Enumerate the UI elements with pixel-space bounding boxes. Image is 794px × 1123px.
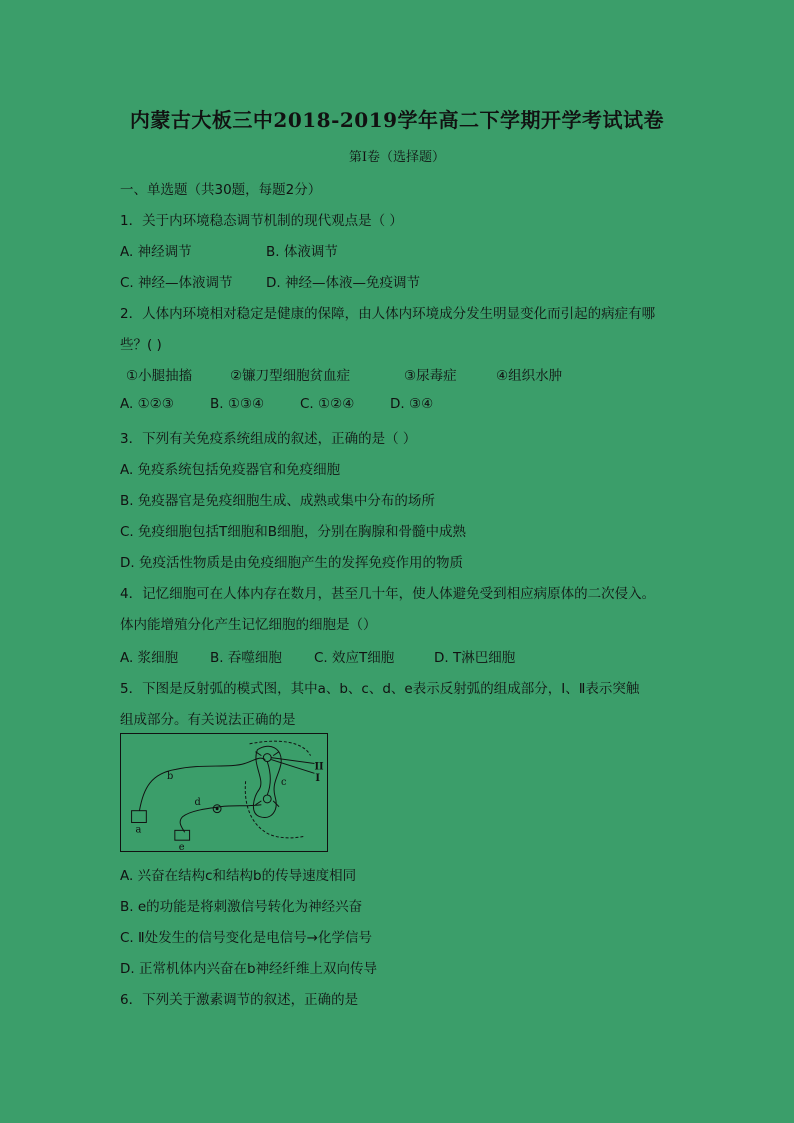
q1-stem: 1．关于内环境稳态调节机制的现代观点是（ ） <box>120 213 403 229</box>
interneuron-c <box>267 762 270 795</box>
q3-option-c: C. 免疫细胞包括T细胞和B细胞，分别在胸腺和骨髓中成熟 <box>120 524 467 540</box>
q4-option-c: C. 效应T细胞 <box>314 650 395 666</box>
label-a: a <box>135 824 142 836</box>
q2-item-4: ④组织水肿 <box>496 368 563 384</box>
reflex-arc-diagram <box>120 733 328 852</box>
interneuron-lower <box>263 795 271 803</box>
section-heading: 一、单选题（共30题，每题2分） <box>120 182 322 198</box>
q2-stem-line1: 2．人体内环境相对稳定是健康的保障，由人体内环境成分发生明显变化而引起的病症有哪 <box>120 306 656 322</box>
q3-option-d: D. 免疫活性物质是由免疫细胞产生的发挥免疫作用的物质 <box>120 555 463 571</box>
q5-option-d: D. 正常机体内兴奋在b神经纤维上双向传导 <box>120 961 378 977</box>
q4-stem-line2: 体内能增殖分化产生记忆细胞的细胞是（） <box>120 617 377 633</box>
q3-stem: 3．下列有关免疫系统组成的叙述，正确的是（ ） <box>120 431 417 447</box>
gray-matter <box>253 746 281 817</box>
q1-option-d: D. 神经—体液—免疫调节 <box>266 275 420 291</box>
q2-item-1: ①小腿抽搐 <box>126 368 193 384</box>
q5-option-c: C. Ⅱ处发生的信号变化是电信号→化学信号 <box>120 930 372 946</box>
q1-option-a: A. 神经调节 <box>120 244 192 260</box>
q2-item-2: ②镰刀型细胞贫血症 <box>230 368 351 384</box>
label-ii: II <box>314 761 324 773</box>
synapse-line-ii <box>271 758 314 764</box>
effector-box-e <box>175 830 190 840</box>
q6-stem: 6．下列关于激素调节的叙述，正确的是 <box>120 992 359 1008</box>
q1-option-c: C. 神经—体液调节 <box>120 275 233 291</box>
q1-option-b: B. 体液调节 <box>266 244 338 260</box>
q2-item-3: ③尿毒症 <box>404 368 457 384</box>
q1-options-row2 <box>120 271 420 291</box>
label-i: I <box>315 773 321 785</box>
q2-option-d: D. ③④ <box>390 396 434 412</box>
label-d: d <box>194 796 201 808</box>
q5-stem-line2: 组成部分。有关说法正确的是 <box>120 712 296 728</box>
synapse-line-i <box>271 760 314 774</box>
q2-items <box>126 364 562 384</box>
q4-options <box>120 646 515 666</box>
q5-option-a: A. 兴奋在结构c和结构b的传导速度相同 <box>120 868 357 884</box>
q4-option-a: A. 浆细胞 <box>120 650 179 666</box>
q2-option-a: A. ①②③ <box>120 396 174 412</box>
q5-stem-line1: 5．下图是反射弧的模式图，其中a、b、c、d、e表示反射弧的组成部分，Ⅰ、Ⅱ表示突触 <box>120 681 640 697</box>
q5-option-b: B. e的功能是将刺激信号转化为神经兴奋 <box>120 899 363 915</box>
label-b: b <box>166 771 174 783</box>
q2-option-c: C. ①②④ <box>300 396 355 412</box>
q1-options-row1 <box>120 240 338 260</box>
q3-option-a: A. 免疫系统包括免疫器官和免疫细胞 <box>120 462 341 478</box>
q4-option-b: B. 吞噬细胞 <box>210 650 282 666</box>
q4-stem-line1: 4．记忆细胞可在人体内存在数月，甚至几十年，使人体避免受到相应病原体的二次侵入。 <box>120 586 656 602</box>
receptor-box-a <box>132 811 147 823</box>
interneuron-upper <box>263 754 271 762</box>
exam-subtitle: 第Ⅰ卷（选择题） <box>348 150 446 165</box>
q4-option-d: D. T淋巴细胞 <box>434 650 516 666</box>
q2-options <box>120 396 433 412</box>
stimulus-point-dot <box>216 808 218 810</box>
label-e: e <box>178 842 185 851</box>
label-c: c <box>281 777 287 789</box>
exam-title: 内蒙古大板三中2018-2019学年高二下学期开学考试试卷 <box>129 108 665 132</box>
q2-stem-line2: 些？( ) <box>120 337 162 353</box>
q2-option-b: B. ①③④ <box>210 396 265 412</box>
q3-option-b: B. 免疫器官是免疫细胞生成、成熟或集中分布的场所 <box>120 493 435 509</box>
